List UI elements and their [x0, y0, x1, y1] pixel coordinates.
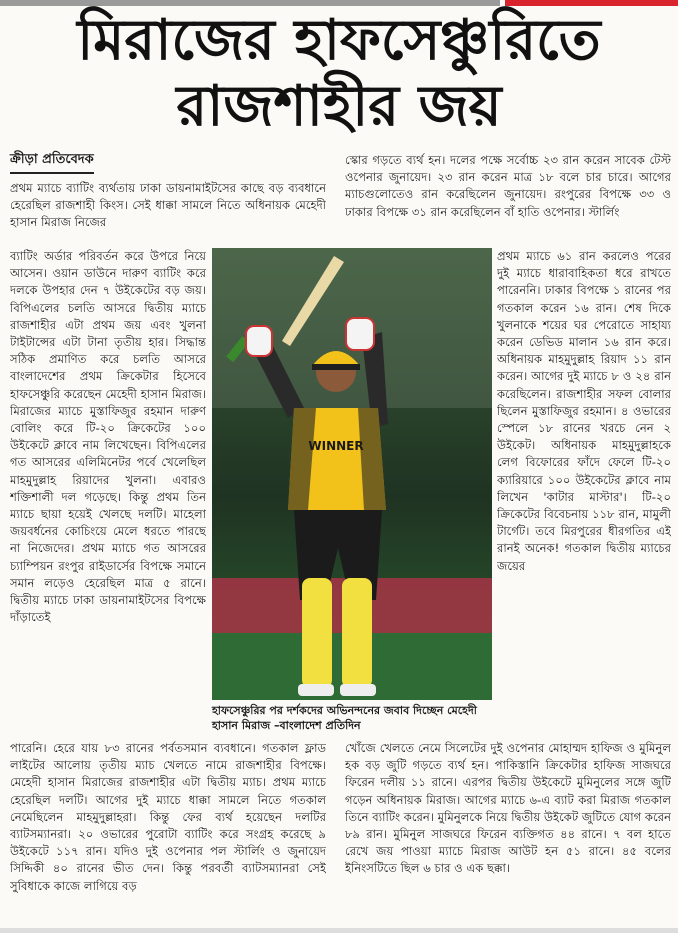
headline-line-1: মিরাজের হাফসেঞ্চুরিতে — [77, 8, 601, 73]
headline — [0, 8, 678, 140]
left-column — [10, 248, 206, 703]
byline: ক্রীড়া প্রতিবেদক — [10, 150, 94, 174]
bottom-right-text: খোঁজে খেলতে নেমে সিলেটের দুই ওপেনার মোহাম্মদ হাফিজ ও মুমিনুল হক বড় জুটি গড়তে ব্যর্থ হন। পাকিস্তানি ক্রিকেটার হাফিজ সাজঘরে ফিরেন দলীয় ১১ রানে। এরপর দ্বিতীয় উইকেটে মুমিনুলের সঙ্গে জুটি গড়েন অধিনায়ক মিরাজ। আগের ম্যাচে ৬-এ ব্যাট করা মিরাজ গতকাল তিনে ব্যাটিং করেন। মুমিনুলকে নিয়ে দ্বিতীয় উইকেট জুটিতে যোগ করেন ৮৯ রান। মুমিনুল সাজঘরে ফিরেন ব্যক্তিগত ৪৪ রানে। ৭ বল হাতে রেখে জয় পাওয়া ম্যাচে মিরাজ আউট হন ৫১ রানে। ৪৫ বলের ইনিংসটিতে ছিল ৬ চার ও এক ছক্কা। — [345, 741, 671, 876]
top-rule-grey — [0, 0, 500, 6]
headline-line-2: রাজশাহীর জয় — [176, 74, 502, 139]
bottom-right-column — [345, 740, 671, 928]
right-column-top-text: স্কোর গড়তে ব্যর্থ হন। দলের পক্ষে সর্বোচ্চ ২৩ রান করেন সাবেক টেস্ট ওপেনার জুনায়েদ। ২৩ রান করেন মাত্র ১৮ বলে চার চারে। আগের ম্যাচগুলোতেও রান করেছিলেন জুনায়েদ। রংপুরের বিপক্ষে ৩৩ ও ঢাকার বিপক্ষে ৩১ রান করেছিলেন বাঁ হাতি ওপেনার। স্টার্লিং — [345, 153, 671, 219]
left-column-text: ব্যাটিং অর্ডার পরিবর্তন করে উপরে নিয়ে আসেন। ওয়ান ডাউনে দারুণ ব্যাটিং করে দলকে উপহার দেন ৭ উইকেটের বড় জয়। বিপিএলের চলতি আসরে দ্বিতীয় ম্যাচে রাজশাহীর এটা প্রথম জয় এবং খুলনা টাইটান্সের এটা টানা তৃতীয় হার। সিদ্ধান্ত সঠিক প্রমাণিত করে চলতি আসরে বাংলাদেশের প্রথম ক্রিকেটার হিসেবে হাফসেঞ্চুরি করেছেন মেহেদী হাসান মিরাজ। মিরাজের ম্যাচে মুস্তাফিজুর রহমান দারুণ বোলিং করে টি-২০ ক্রিকেটের ১০০ উইকেটে ক্লাবে নাম লিখেছেন। বিপিএলের গত আসরের এলিমিনেটর পর্বে খেলেছিল মাহমুদুল্লাহ রিয়াদের খুলনা। এবারও শক্তিশালী দল গড়েছে। কিন্তু প্রথম তিন ম্যাচে ছায়া হয়েই খেলছে দলটি। মাহেলা জয়বর্ধনের কোচিংয়ে মেলে ধরতে পারছে না নিজেদের। প্রথম ম্যাচে গত আসরের চ্যাম্পিয়ন রংপুর রাইডার্সের বিপক্ষে সমানে সমান লড়েও হেরেছিল মাত্র ৫ রানে। দ্বিতীয় ম্যাচে ঢাকা ডায়নামাইটসের বিপক্ষে দাঁড়াতেই — [10, 249, 206, 625]
caption-text: হাফসেঞ্চুরির পর দর্শকদের অভিনন্দনের জবাব দিচ্ছেন মেহেদী হাসান মিরাজ — [212, 704, 477, 732]
cricketer-celebration-image — [212, 248, 492, 700]
lead-text: প্রথম ম্যাচে ব্যাটিং ব্যর্থতায় ঢাকা ডায়নামাইটসের কাছে বড় ব্যবধানে হেরেছিল রাজশাহী কিংস। সেই ধাক্কা সামলে নিতে অধিনায়ক মেহেদী হাসান মিরাজ নিজের — [10, 181, 326, 230]
lead-paragraph — [10, 180, 326, 250]
right-column-top — [345, 152, 671, 248]
right-column-text: প্রথম ম্যাচে ৬১ রান করলেও পরের দুই ম্যাচে ধারাবাহিকতা ধরে রাখতে পারেননি। ঢাকার বিপক্ষে ১ রানের পর গতকাল করেন ১৬ রান। শেষ দিকে খুলনাকে শয়ের ঘর পেরোতে সাহায্য করেন ডেভিড মালান ১৬ রান করে। অধিনায়ক মাহমুদুল্লাহ রিয়াদ ১১ রান করেন। আগের দুই ম্যাচে ৮ ও ২৪ রান করেছিলেন। রাজশাহীর সফল বোলার ছিলেন মুস্তাফিজুর রহমান। ৪ ওভারের স্পেলে ১৮ রানের খরচে নেন ২ উইকেট। অধিনায়ক মাহমুদুল্লাহকে লেগ বিফোরের ফাঁদে ফেলে টি-২০ ক্যারিয়ারে ১০০ উইকেটের ক্লাবে নাম লিখেন 'কাটার মাস্টার'। টি-২০ ক্রিকেটের বিবেচনায় ১১৮ রান, মামুলী টার্গেট। তবে মিরপুরের ধীরগতির এই রানই অনেক! গতকাল দ্বিতীয় ম্যাচের জয়ের — [497, 249, 671, 573]
bottom-rule — [0, 928, 678, 933]
jersey-text: WINNER — [308, 439, 364, 453]
bottom-left-column — [10, 740, 326, 928]
news-photo — [212, 248, 492, 700]
photo-credit: –বাংলাদেশ প্রতিদিন — [274, 719, 361, 732]
bottom-left-text: পারেনি। হেরে যায় ৮৩ রানের পর্বতসমান ব্যবধানে। গতকাল ফ্লাড লাইটের আলোয় তৃতীয় ম্যাচ খেলতে নামে রাজশাহীর বিপক্ষে। মেহেদী হাসান মিরাজের রাজশাহীর এটা দ্বিতীয় ম্যাচ। প্রথম ম্যাচে হেরেছিল দলটি। আগের দুই ম্যাচে ধাক্কা সামলে নিতে গতকাল নেমেছিলেন মাহমুদুল্লাহরা। কিন্তু ফের ব্যর্থ হয়েছেন দলটির ব্যাটসম্যানরা। ২০ ওভারের পুরোটা ব্যাটিং করে সংগ্রহ করেছে ৯ উইকেটে ১১৭ রান। যদিও দুই ওপেনার পল স্টার্লিং ও জুনায়েদ সিদ্দিকী ৪০ রানের ভীত দেন। কিন্তু পরবর্তী ব্যাটসম্যানরা সেই সুবিধাকে কাজে লাগিয়ে বড় — [10, 741, 326, 893]
right-column — [497, 248, 671, 740]
photo-caption — [212, 703, 492, 733]
top-rule-red — [505, 0, 678, 6]
